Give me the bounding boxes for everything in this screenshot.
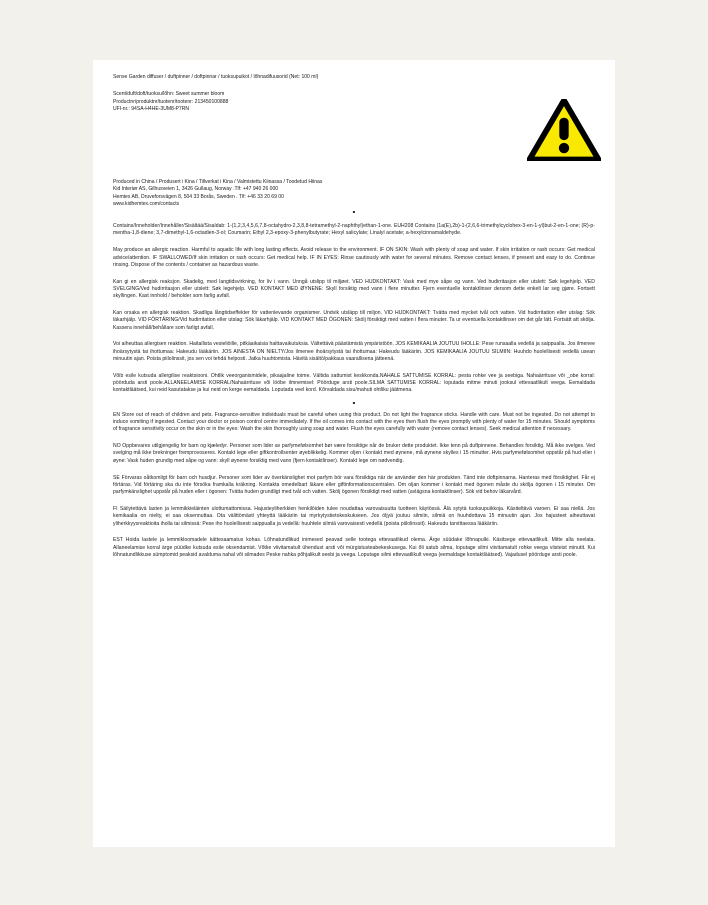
spacer [113, 81, 595, 91]
address-line-sweden: Hemtex AB, Druveforsvägen 8, 504 33 Borås, Sweden . Tlf: +46 33 20 69 00 [113, 193, 284, 200]
origin-line: Produced in China / Produsert i Kina / Tillverkat i Kina / Valmistettu Kiinassa / Toodetud Hiinas [113, 179, 323, 185]
spacer [113, 434, 595, 444]
hazard-statement-en: May produce an allergic reaction. Harmful to aquatic life with long lasting effects. Avoid release to the environment. IF ON SKIN: Wash with plenty of soap and water. If skin irritation or rash occurs: Get medical advice/attention. IF SWALLOWED/If skin irritation or rash occurs: Get medical help. IF IN EYES: Rinse cautiously with water for several minutes. Remove contact lenses, if present and easy to do. Continue rinsing. Dispose of the contents / container as hazardous waste. [113, 247, 595, 268]
product-title: Sense Garden diffuser / duftpinner / doftpinnar / tuoksupuikot / lõhnadifuusorid (Net: 100 ml) [113, 74, 319, 80]
spacer [113, 166, 595, 179]
spacer [113, 238, 595, 248]
spacer [113, 363, 595, 373]
website-line: www.kidhemtex.com/contacts [113, 200, 180, 207]
header-section [113, 74, 595, 166]
hazard-statement-est: Võib esile kutsuda allergilise reaktsiooni. Ohtlik veeorganismidele, pikaajaline toime. Vältida sattumist keskkonda.NAHALE SATTUMISE KORRAL: pesta rohke vee ja seebiga. Nahaärrituse või _obe korral: pöörduda arsti poole.ALLANEELAMISE KORRAL/Nahaärrituse või lööbe ilmnemisel: Pöörduge arsti poole.SILMA SATTUMISE KORRAL: loputada mitme minuti jooksul ettevaatlikult veega. Eemaldada kontaktläätsed, kui neid kasutatakse ja kui neid on kerge eemaldada. Loputada veel kord. Kõrvaldada sisu/mahuti ohtliku jäätmena. [113, 372, 595, 394]
precautionary-statement-se: SE Förvaras oåtkomligt för barn och husdjur. Personer som lider av överkänslighet mot parfym bör vara försiktiga när de använder den här produkten. Tänd inte doftpinnarna. Hanteras med försiktighet. Får ej förtäras. Vid förtäring ska du inte försöka framkalla kräkning. Kontakta omedelbart läkare eller giftinformationscentralen. Om oljan kommer i kontakt med ögonen måste du skölja ögonen i 15 minuter. Om parfymkänslighet uppstår på huden eller i ögonen: Tvätta huden grundligt med tvål och vatten. Skölj ögonen försiktigt med vatten (avlägsna kontaktlinser). Sök vid behov läkarvård. [113, 474, 595, 496]
product-number-line: Productnr/produktnr/tuotenr/tootenr: 213450100888 [113, 98, 229, 105]
ufi-number-line: UFI-nr.: 94SA-H4HE-3UM8-P7RN [113, 105, 190, 112]
precautionary-statement-en: EN Store out of reach of children and pets. Fragrance-sensitive individuals must be careful when using this product. Do not light the fragrance sticks. Handle with care. Must not be ingested. Do not attempt to induce vomiting if ingested. Contact your doctor or poison control centre immediately. If the oil comes into contact with the eyes then flush the eyes promptly with plenty of water for 15 minutes. Should symptoms of fragrance sensitivity occur on the skin or in the eyes: Wash the skin thoroughly using soap and water. Flush the eyes carefully with water (remove contact lenses). Seek medical attention if necessary. [113, 411, 595, 433]
precautionary-statement-fi: FI Säilytettävä lasten ja lemmikkieläinten ulottumattomissa. Hajusteyliherkkien henkilöiden tulee noudattaa varovaisuutta tuotteen käytössä. Älä sytytä tuoksupuikkoja. Käsiteltävä varoen. Ei saa niellä. Jos kemikaalia on nielty, ei saa oksennuttaa. Ota välittömästi yhteyttä lääkäriin tai myrkytystietokeskukseen. Jos öljyä joutuu silmiin, silmiä on huuhdottava 15 minuutin ajan. Jos hajusteet aiheuttavat yliherkkyysreaktioita iholla tai silmissä: Pese iho huolellisesti saippualla ja vedellä: huuhtele silmiä varovaisesti vedellä (poista piilolinssit). Hakeudu tarvittaessa lääkäriin. [113, 505, 595, 527]
spacer [113, 465, 595, 475]
section-divider-dot-2 [113, 399, 595, 408]
hazard-statement-fi: Voi aiheuttaa allergisen reaktion. Haitallista vesieliöille, pitkäaikaisia haittavaikutuksia. Vältettävä päästämistä ympäristöön. JOS KEMIKAALIA JOUTUU IHOLLE: Pese runsaalla vedellä ja saippualla. Jos ilmenee ihoärsytystä tai ihottumaa: Hakeudu lääkäriin. JOS AINESTA ON NIELTY/Jos ilmenee ihoärsytystä tai ihottumaa: Hakeudu lääkäriin. JOS KEMIKAALIA JOUTUU SILMIIN: Huuhdo huolellisesti vedellä usean minuutin ajan. Poista piilolinssit, jos sen voi tehdä helposti. Jatka huuhtomista. Hävitä sisältö/pakkaus vaarallisena jätteenä. [113, 341, 595, 363]
ingredients-paragraph: Contains/Inneholder/Innehåller/Sisältää/Sisaldab: 1-(1,2,3,4,5,6,7,8-octahydro-2,3,8,8-tetramethyl-2-naphthyl)ethan-1-one. EUH208 Contains (1a(E),2b)-1-(2,6,6-trimethylcyclohex-3-en-1-yl)but-2-en-1-one; (R)-p-mentha-1,8-diene; 3,7-dimethyl-1,6-octadien-3-ol; Coumarin; Ethyl 2,3-epoxy-3-phenylbutyrate; Hexyl salicylate; Linalyl acetate; a-hexylcinnamaldehyde. [113, 223, 595, 237]
document-page [93, 60, 615, 847]
address-line-norway: Kid Interiør AS, Gilhusveien 1, 3426 Gullaug, Norway .Tlf: +47 940 26 000 [113, 186, 279, 193]
section-divider-dot [113, 208, 595, 217]
precautionary-statement-no: NO Oppbevares utilgjengelig for barn og kjæledyr. Personer som lider av parfymefølsomhet bør være forsiktige når de bruker dette produktet. Ikke tenn på duftpinnene. Behandles forsiktig. Må ikke svelges. Ved svelging må ikke brekninger fremprovoseres. Kontakt lege eller giftkontrollsenter øyeblikkelig. Kommer oljen i kontakt med øynene, må øynene skylles i 15 minutter. Hvis parfymefølsomhet oppstår på hud eller i øyne: Vask huden grundig med såpe og vann: skyll øynene forsiktig med vann (fjern kontaktlinser). Kontakt lege om nødvendig. [113, 443, 595, 464]
spacer [113, 528, 595, 538]
scent-line: Scent/duft/doft/tuoksu/lõhn: Sweet summer bloom [113, 91, 225, 98]
hazard-statement-se: Kan orsaka en allergisk reaktion. Skadliga långtidseffekter för vattenlevande organismer. Undvik utsläpp till miljon. VID HUDKONTAKT: Tvätta med mycket tvål och vatten. Vid hudirritation eller utslag: Sök läkarhjälp. VID FÖRTÄRING/Vid hudirritation eller utslag: Sök läkarhjälp. VID KONTAKT MED ÖGONEN: Skölj försiktigt med vatten i flera minuter. Ta ur eventuella kontaktlinser om det går lätt. Fortsätt att skölja. Kassera innehåll/behållare som farligt avfall. [113, 310, 595, 331]
spacer [113, 269, 595, 279]
page-content [93, 60, 615, 847]
spacer [113, 301, 595, 311]
spacer [113, 332, 595, 342]
ghs07-exclamation-mark-hazard-pictogram-icon [527, 99, 601, 161]
precautionary-statement-est: EST Hoida lastele ja lemmikloomadele kättesaamatus kohas. Lõhnatundlikud inimesed peavad selle tootega ettevaatlikud olema. Ärge süüdake lõhnapulki. Käsitsege ettevaatlikult. Mitte alla neelata. Allaneelamise korral ärge püüdke kutsuda esile oksendamist. Võtke viivitamatult ühendust arsti või mürgistusteabekeskusega. Kui õli satub silma, loputage silmi viivitamatult rohke veega viisteist minutit. Kui lõhnatundlikkuse sümptomid peaksid avalduma nahal või silmades Peske nahka põhjalikult seebi ja veega. Loputage silmi ettevaatlikult veega (eemaldage kontaktläätsed). Vajadusel pöörduge arsti poole. [113, 537, 595, 558]
spacer [113, 496, 595, 506]
hazard-statement-no: Kan gi en allergisk reaksjon. Skadelig, med langtidsvirkning, for liv i vann. Unngå utslipp til miljøet. VED HUDKONTAKT: Vask med mye såpe og vann. Ved hudirritasjon eller utslett: Søk legehjelp. VED SVELGING/Ved hudirritasjon eller utslett: Søk legehjelp. VED KONTAKT MED ØYNENE: Skyll forsiktig med vann i flere minutter. Fjern eventuelle kontaktlinser dersom dette enkelt lar seg gjøre. Fortsett skyllingen. Kast innhold / beholder som farlig avfall. [113, 278, 595, 300]
